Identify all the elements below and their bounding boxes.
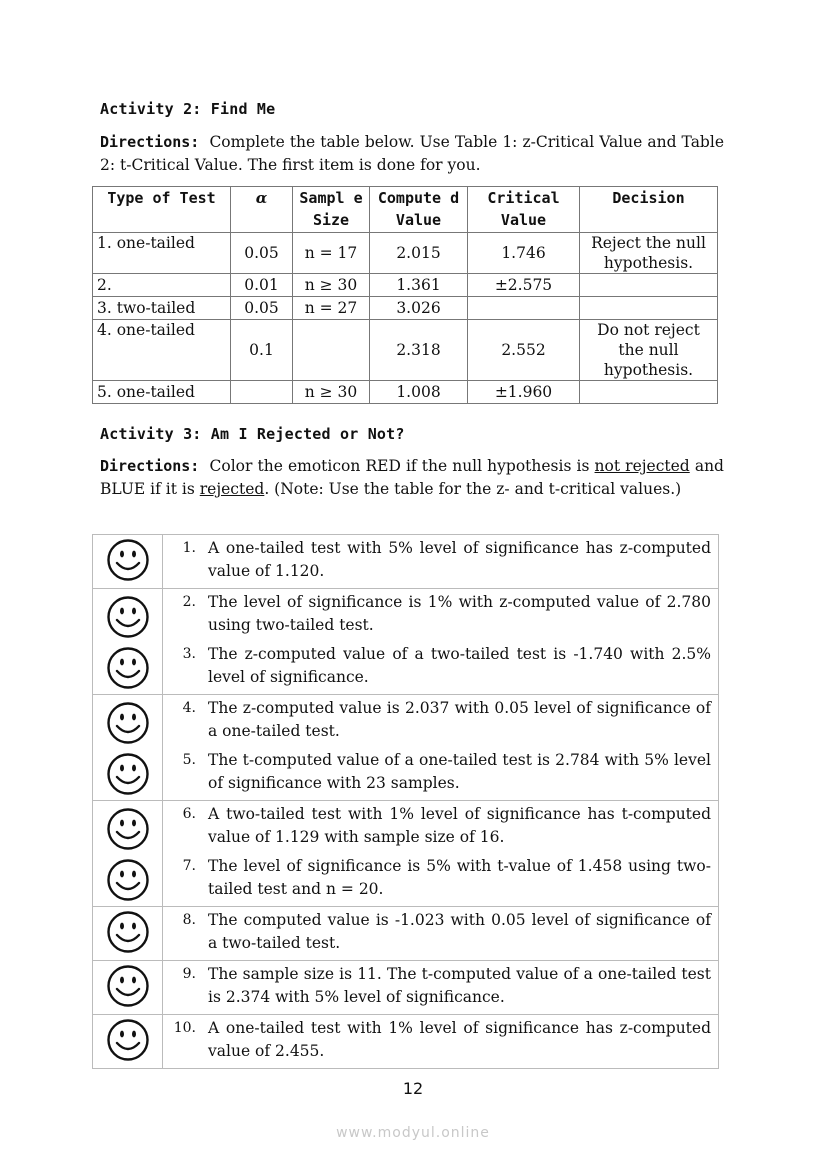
smiley-face-icon[interactable]	[106, 858, 150, 902]
table-row	[93, 297, 718, 320]
table-row	[93, 233, 718, 274]
cell-type: 3. two-tailed	[93, 297, 231, 320]
list-item	[163, 1015, 719, 1069]
activity2-title: Activity 2: Find Me	[100, 100, 276, 118]
cell-type: 4. one-tailed	[93, 320, 231, 381]
header-computed-value: Compute d Value	[370, 187, 468, 233]
list-item-group	[163, 801, 719, 907]
cell-critical: ±2.575	[468, 274, 580, 297]
cell-type: 5. one-tailed	[93, 381, 231, 404]
page-number: 12	[402, 1079, 424, 1098]
item-number: 9.	[182, 966, 196, 982]
list-item	[163, 535, 719, 589]
activity2-directions	[100, 131, 724, 177]
table-row	[93, 274, 718, 297]
smiley-face-icon[interactable]	[106, 646, 150, 690]
item-text: A two-tailed test with 1% level of significance has t-computed value of 1.129 with sample size of 16.	[208, 805, 711, 846]
item-text: The level of significance is 1% with z-computed value of 2.780 using two-tailed test.	[208, 593, 711, 634]
item-number: 2.	[182, 594, 196, 610]
item-number: 10.	[173, 1020, 196, 1036]
item-number: 7.	[182, 858, 196, 874]
cell-decision[interactable]	[580, 297, 718, 320]
cell-computed: 1.008	[370, 381, 468, 404]
table-row	[93, 589, 719, 695]
directions-text-part3: . (Note: Use the table for the z- and t-critical values.)	[264, 480, 682, 498]
critical-value-table	[92, 186, 718, 404]
smiley-face-icon[interactable]	[106, 701, 150, 745]
cell-computed: 2.318	[370, 320, 468, 381]
smiley-face-icon[interactable]	[106, 595, 150, 639]
cell-decision: Reject the null hypothesis.	[580, 233, 718, 274]
cell-critical: ±1.960	[468, 381, 580, 404]
smiley-face-icon[interactable]	[106, 1018, 150, 1062]
smiley-face-icon[interactable]	[106, 538, 150, 582]
emoticon-table	[92, 534, 719, 1069]
cell-critical: 2.552	[468, 320, 580, 381]
cell-type: 1. one-tailed	[93, 233, 231, 274]
table-header-row	[93, 187, 718, 233]
cell-type: 2.	[93, 274, 231, 297]
list-item-group	[163, 589, 719, 695]
activity3-title: Activity 3: Am I Rejected or Not?	[100, 425, 405, 443]
directions-label: Directions:	[100, 457, 200, 475]
smiley-face-icon[interactable]	[106, 964, 150, 1008]
cell-computed: 1.361	[370, 274, 468, 297]
table-row	[93, 381, 718, 404]
not-rejected-underlined: not rejected	[594, 457, 690, 475]
smiley-face-icon[interactable]	[106, 752, 150, 796]
rejected-underlined: rejected	[199, 480, 265, 498]
item-number: 4.	[182, 700, 196, 716]
smiley-group-cell	[93, 695, 163, 801]
cell-alpha: 0.01	[231, 274, 293, 297]
cell-computed: 3.026	[370, 297, 468, 320]
smiley-face-icon[interactable]	[106, 807, 150, 851]
header-alpha: α	[231, 187, 293, 233]
activity3-directions	[100, 455, 724, 501]
cell-decision: Do not reject the null hypothesis.	[580, 320, 718, 381]
directions-label: Directions:	[100, 133, 200, 151]
cell-alpha: 0.05	[231, 233, 293, 274]
item-number: 1.	[182, 540, 196, 556]
cell-decision[interactable]	[580, 274, 718, 297]
cell-size: n ≥ 30	[293, 381, 370, 404]
smiley-face-icon-1[interactable]	[93, 535, 163, 589]
item-number: 5.	[182, 752, 196, 768]
cell-size: n = 17	[293, 233, 370, 274]
smiley-group-cell	[93, 589, 163, 695]
cell-size: n = 27	[293, 297, 370, 320]
cell-alpha: 0.05	[231, 297, 293, 320]
item-number: 3.	[182, 646, 196, 662]
smiley-face-icon-10[interactable]	[93, 1015, 163, 1069]
directions-text: Complete the table below. Use Table 1: z-Critical Value and Table 2: t-Critical Value. The first item is done for you.	[100, 133, 724, 174]
item-text: The computed value is -1.023 with 0.05 level of significance of a two-tailed test.	[208, 911, 711, 952]
smiley-face-icon-8[interactable]	[93, 907, 163, 961]
table-row	[93, 907, 719, 961]
header-decision: Decision	[580, 187, 718, 233]
directions-text-part2: and BLUE if it is	[100, 457, 724, 498]
list-item	[163, 907, 719, 961]
smiley-group-cell	[93, 801, 163, 907]
list-item	[163, 961, 719, 1015]
item-text: A one-tailed test with 5% level of significance has z-computed value of 1.120.	[208, 539, 711, 580]
table-row	[93, 961, 719, 1015]
cell-size: n ≥ 30	[293, 274, 370, 297]
table-row	[93, 535, 719, 589]
header-critical-value: Critical Value	[468, 187, 580, 233]
cell-alpha: 0.1	[231, 320, 293, 381]
table-row	[93, 801, 719, 907]
header-sample-size: Sampl e Size	[293, 187, 370, 233]
directions-text-part1: Color the emoticon RED if the null hypothesis is	[209, 457, 590, 475]
item-text: The sample size is 11. The t-computed value of a one-tailed test is 2.374 with 5% level of significance.	[208, 965, 711, 1006]
cell-computed: 2.015	[370, 233, 468, 274]
watermark: www.modyul.online	[336, 1125, 490, 1141]
cell-decision[interactable]	[580, 381, 718, 404]
item-text: The z-computed value is 2.037 with 0.05 level of significance of a one-tailed test.	[208, 699, 711, 740]
item-text: The z-computed value of a two-tailed test is -1.740 with 2.5% level of significance.	[208, 645, 711, 686]
table-row	[93, 1015, 719, 1069]
item-number: 8.	[182, 912, 196, 928]
table-row	[93, 695, 719, 801]
item-number: 6.	[182, 806, 196, 822]
cell-alpha[interactable]	[231, 381, 293, 404]
list-item-group	[163, 695, 719, 801]
cell-critical: 1.746	[468, 233, 580, 274]
cell-critical[interactable]	[468, 297, 580, 320]
item-text: The t-computed value of a one-tailed test is 2.784 with 5% level of significance with 23 samples.	[208, 751, 711, 792]
table-row	[93, 320, 718, 381]
header-type: Type of Test	[93, 187, 231, 233]
smiley-face-icon-9[interactable]	[93, 961, 163, 1015]
item-text: A one-tailed test with 1% level of significance has z-computed value of 2.455.	[208, 1019, 711, 1060]
smiley-face-icon[interactable]	[106, 910, 150, 954]
cell-size[interactable]	[293, 320, 370, 381]
item-text: The level of significance is 5% with t-value of 1.458 using two-tailed test and n = 20.	[208, 857, 711, 898]
